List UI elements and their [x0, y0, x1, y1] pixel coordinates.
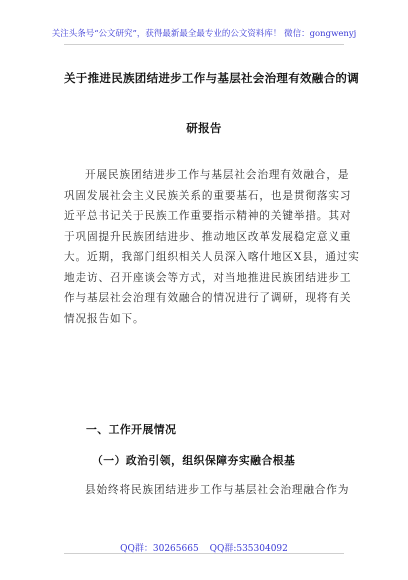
paragraph-line: 巩固发展社会主义民族关系的重要基石，也是贯彻落实习 — [64, 189, 352, 202]
paragraph-line: 作与基层社会治理有效融合的情况进行了调研，现将有关 — [64, 292, 352, 304]
header-divider — [64, 44, 344, 45]
paragraph-line: 地走访、召开座谈会等方式，对当地推进民族团结进步工 — [64, 271, 352, 284]
intro-paragraph — [64, 165, 360, 329]
paragraph-line: 大。近期，我部门组织相关人员深入喀什地区X县，通过实 — [64, 251, 360, 263]
paragraph-line: 情况报告如下。 — [64, 312, 145, 325]
footer-qq-group-2: QQ群:535304092 — [209, 544, 288, 554]
paragraph-line: 近平总书记关于民族工作重要指示精神的关键举措。其对 — [64, 210, 352, 222]
paragraph-line: 开展民族团结进步工作与基层社会治理有效融合，是 — [85, 169, 350, 181]
footer-divider — [64, 553, 344, 554]
paragraph-line: 县始终将民族团结进步工作与基层社会治理融合作为 — [85, 484, 350, 496]
paragraph-line: 于巩固提升民族团结进步、推动地区改革发展稳定意义重 — [64, 230, 352, 243]
footer-qq-group-1: QQ群：30265665 — [120, 544, 199, 554]
subsection-heading: （一）政治引领，组织保障夯实融合根基 — [92, 454, 296, 467]
document-title-line-1: 关于推进民族团结进步工作与基层社会治理有效融合的调 — [64, 71, 359, 85]
section-heading: 一、工作开展情况 — [86, 423, 177, 436]
subsection-paragraph — [64, 480, 348, 501]
header-note: 关注头条号“公文研究”，获得最新最全最专业的公文资料库！ 微信：gongwenyj — [51, 29, 357, 39]
document-title-line-2: 研报告 — [186, 121, 222, 135]
